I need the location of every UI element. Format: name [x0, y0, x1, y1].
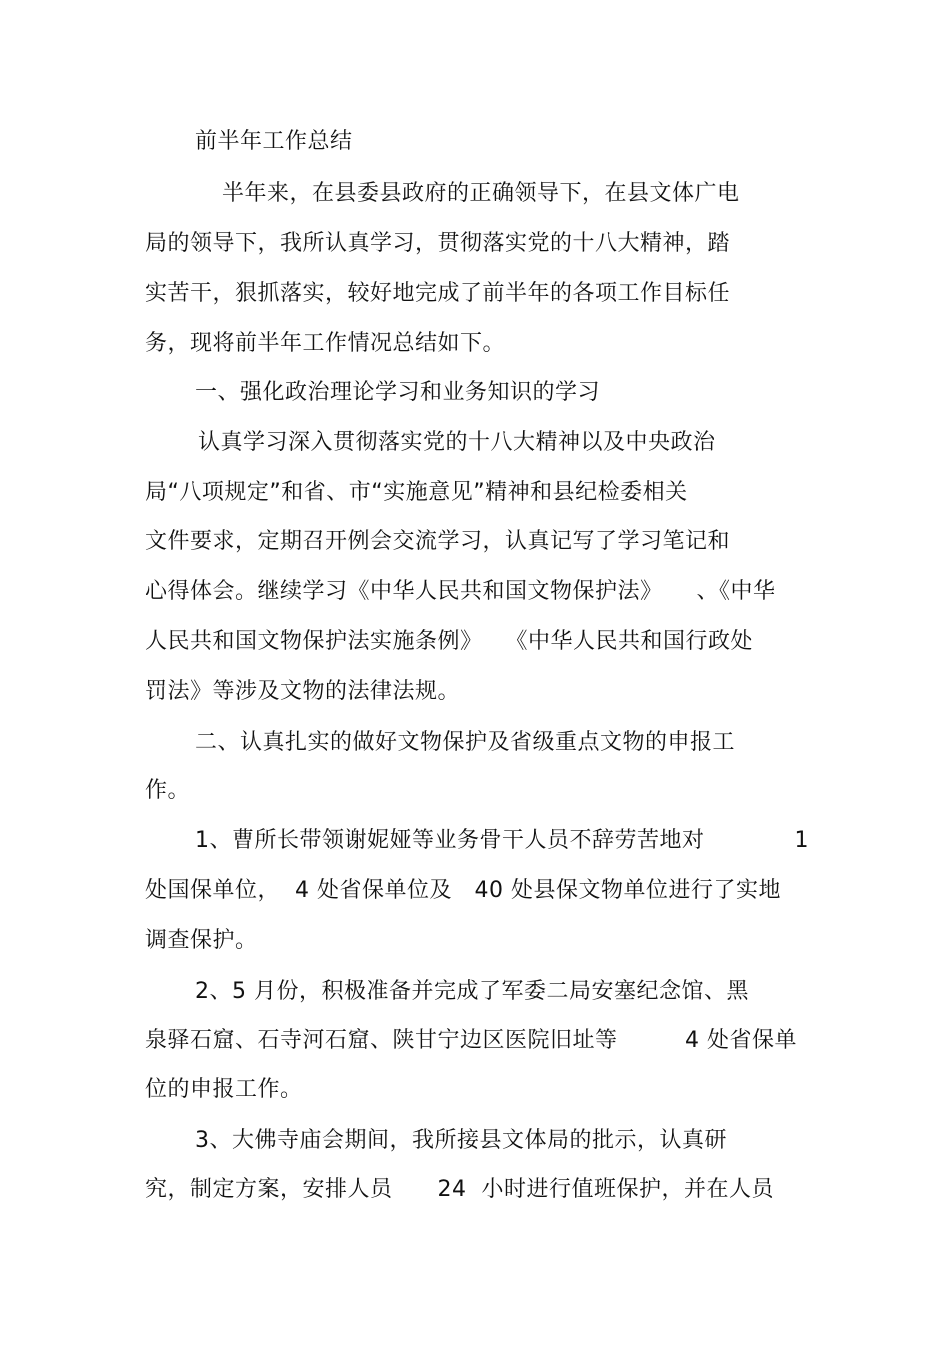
- text-line: 人民共和国文物保护法实施条例》 《中华人民共和国行政处: [145, 629, 754, 654]
- section-heading: 二、认真扎实的做好文物保护及省级重点文物的申报工: [195, 730, 736, 755]
- text-line: 3、大佛寺庙会期间，我所接县文体局的批示，认真研: [195, 1128, 727, 1153]
- text-line: 局的领导下，我所认真学习，贯彻落实党的十八大精神，踏: [145, 231, 731, 256]
- section-heading: 一、强化政治理论学习和业务知识的学习: [195, 380, 601, 405]
- text-line: 位的申报工作。: [145, 1077, 303, 1102]
- text-line: 1、曹所长带领谢妮娅等业务骨干人员不辞劳苦地对 1: [195, 828, 809, 853]
- text-line: 文件要求，定期召开例会交流学习，认真记写了学习笔记和: [145, 529, 731, 554]
- text-line: 务，现将前半年工作情况总结如下。: [145, 331, 506, 356]
- text-line: 2、5 月份，积极准备并完成了军委二局安塞纪念馆、黑: [195, 979, 749, 1004]
- text-line: 罚法》等涉及文物的法律法规。: [145, 679, 461, 704]
- text-line: 调查保护。: [145, 928, 258, 953]
- document-title: 前半年工作总结: [195, 129, 353, 154]
- text-line: 究，制定方案，安排人员 24 小时进行值班保护，并在人员: [145, 1177, 774, 1202]
- text-line: 作。: [145, 778, 191, 803]
- text-line: 认真学习深入贯彻落实党的十八大精神以及中央政治: [198, 430, 716, 455]
- text-line: 实苦干，狠抓落实，较好地完成了前半年的各项工作目标任: [145, 281, 731, 306]
- text-line: 泉驿石窟、石寺河石窟、陕甘宁边区医院旧址等 4 处省保单: [145, 1028, 797, 1053]
- text-line: 处国保单位， 4 处省保单位及 40 处县保文物单位进行了实地: [145, 878, 781, 903]
- text-line: 局“八项规定”和省、市“实施意见”精神和县纪检委相关: [145, 480, 688, 505]
- text-line: 半年来，在县委县政府的正确领导下，在县文体广电: [222, 181, 740, 206]
- text-line: 心得体会。继续学习《中华人民共和国文物保护法》 、《中华: [145, 579, 776, 604]
